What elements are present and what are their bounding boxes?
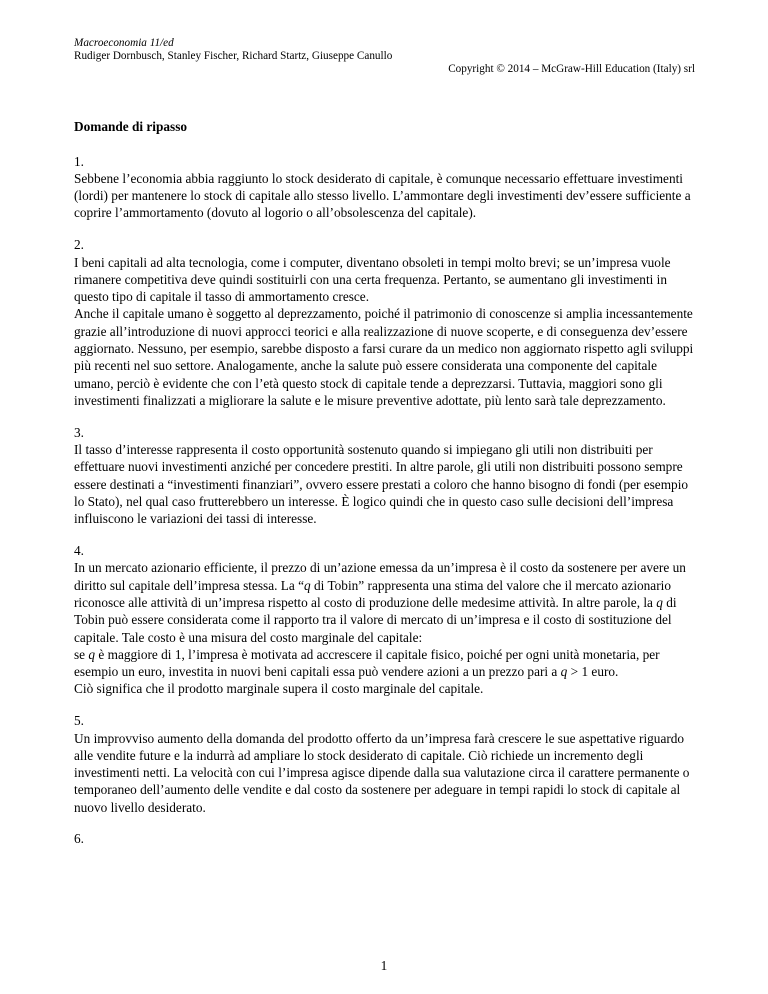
page-header <box>74 37 695 76</box>
answer-number: 3. <box>74 424 84 440</box>
answer-number: 1. <box>74 153 84 169</box>
answer-paragraph <box>74 646 696 681</box>
text-run: > 1 euro. <box>567 664 619 680</box>
section-title: Domande di ripasso <box>74 119 188 134</box>
text-run: è maggiore di 1, l’impresa è motivata ad accrescere il capitale fisico, poiché per ogni unità monetaria, per esempio un euro, investita in nuovi beni capitali essa può vendere azioni a un prezzo pari a <box>74 646 660 680</box>
q-symbol: q <box>304 577 311 593</box>
answer-number: 6. <box>74 831 84 847</box>
q-symbol: q <box>560 664 568 680</box>
answer-4 <box>74 542 696 698</box>
authors-line: Rudiger Dornbusch, Stanley Fischer, Richard Startz, Giuseppe Canullo <box>74 50 393 62</box>
book-title: Macroeconomia 11/ed <box>74 37 174 49</box>
answer-3 <box>74 424 696 528</box>
text-run: di Tobin può essere considerata come il rapporto tra il valore di mercato di un’impresa e il costo di sostituzione del capitale. Tale costo è una misura del costo marginale del capitale: <box>74 594 677 645</box>
text-run: se <box>74 646 89 662</box>
answer-paragraph <box>74 559 696 645</box>
answer-1 <box>74 153 696 222</box>
answer-paragraph: Il tasso d’interesse rappresenta il costo opportunità sostenuto quando si impiegano gli utili non distribuiti per effettuare nuovi investimenti anziché per concedere prestiti. In altre parole, gli utili non distribuiti possono sempre essere destinati a “investimenti finanziari”, ovvero essere prestati a coloro che hanno bisogno di fondi (per esempio lo Stato), nel qual caso frutterebbero un interesse. È logico quindi che in questo caso sulle decisioni dell’impresa influiscono le variazioni dei tassi di interesse. <box>74 442 689 527</box>
answer-paragraph: I beni capitali ad alta tecnologia, come i computer, diventano obsoleti in tempi molto brevi; se un’impresa vuole rimanere competitiva deve quindi sostituirli con una certa frequenza. Pertanto, se aumentano gli investimenti in questo tipo di capitale il tasso di ammortamento cresce. <box>74 254 671 305</box>
q-symbol: q <box>88 646 96 662</box>
document-body <box>74 118 696 862</box>
answer-2 <box>74 236 696 409</box>
text-run: di Tobin” rappresenta una stima del valore che il mercato azionario riconosce alle attività di un’impresa rispetto al costo di produzione delle medesime attività. In altre parole, la <box>74 577 671 610</box>
answer-5 <box>74 712 696 816</box>
answer-paragraph: Anche il capitale umano è soggetto al deprezzamento, poiché il patrimonio di conoscenze si amplia incessantemente grazie all’introduzione di nuovi approcci teorici e alla realizzazione di nuove scoperte, e di conseguenza dev’essere aggiornato. Nessuno, per esempio, sarebbe disposto a farsi curare da un medico non aggiornato rispetto agli sviluppi più recenti nel suo settore. Analogamente, anche la salute può essere considerata una componente del capitale umano, perciò è evidente che con l’età questo stock di capitale tende a deprezzarsi. Tuttavia, maggiori sono gli investimenti finalizzati a migliorare la salute e le misure preventive adottate, più lento sarà tale deprezzamento. <box>74 306 694 408</box>
copyright-line: Copyright © 2014 – McGraw-Hill Education (Italy) srl <box>448 63 695 75</box>
text-run: In un mercato azionario efficiente, il prezzo di un’azione emessa da un’impresa è il costo da sostenere per avere un diritto sul capitale dell’impresa stessa. La “ <box>74 560 686 593</box>
page-number: 1 <box>380 958 388 973</box>
answer-number: 2. <box>74 237 84 253</box>
answer-paragraph: Sebbene l’economia abbia raggiunto lo stock desiderato di capitale, è comunque necessario effettuare investimenti (lordi) per mantenere lo stock di capitale allo stesso livello. L’ammontare degli investimenti dev’essere sufficiente a coprire l’ammortamento (dovuto al logorio o all’obsolescenza del capitale). <box>74 170 691 221</box>
q-symbol: q <box>656 594 663 610</box>
answer-paragraph: Ciò significa che il prodotto marginale supera il costo marginale del capitale. <box>74 681 484 697</box>
answer-number: 4. <box>74 543 84 559</box>
answer-number: 5. <box>74 713 84 729</box>
answer-6 <box>74 830 696 847</box>
answer-paragraph: Un improvviso aumento della domanda del prodotto offerto da un’impresa farà crescere le sue aspettative riguardo alle vendite future e la indurrà ad ampliare lo stock desiderato di capitale. Ciò richiede un incremento degli investimenti netti. La velocità con cui l’impresa agisce dipende dalla sua valutazione circa il carattere permanente o temporaneo dell’aumento delle vendite e dal costo da sostenere per adeguare in tempi rapidi lo stock di capitale al nuovo livello desiderato. <box>74 730 690 815</box>
